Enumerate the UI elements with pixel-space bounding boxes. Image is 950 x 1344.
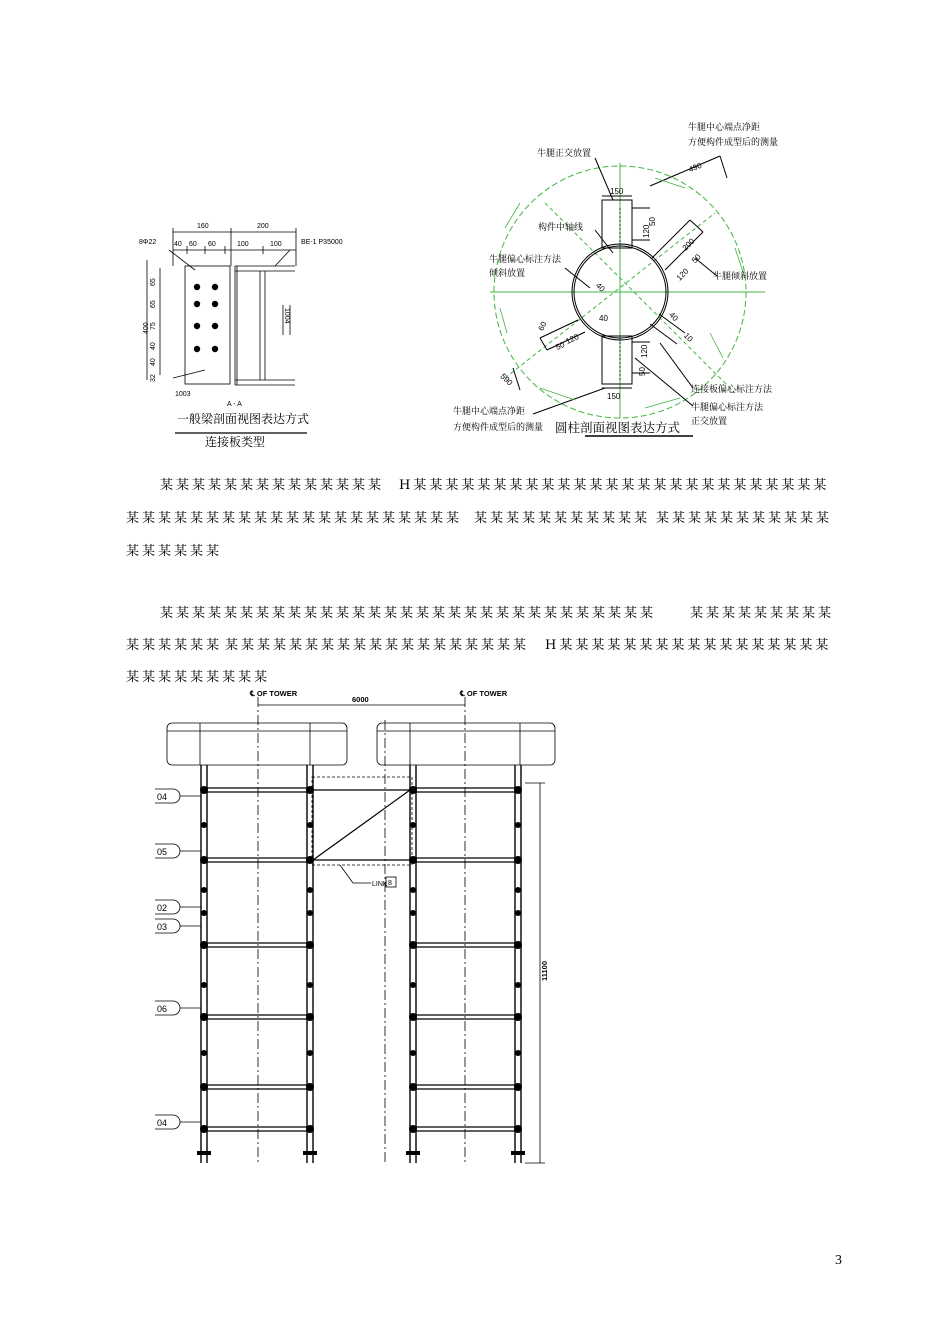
tower-label-right: ℄ OF TOWER (460, 689, 508, 698)
note-bottom-right-1: 牛腿偏心标注方法 (691, 403, 764, 413)
span-dim: 6000 (352, 695, 369, 704)
p1-line2-c: 某某某某某某某某某某某 (656, 511, 833, 526)
col-dim: 200 (680, 236, 697, 253)
col-dim: 590 (498, 371, 515, 388)
note-axis: 构件中轴线 (538, 223, 584, 233)
p1-line3: 某某某某某某 (126, 544, 223, 559)
column-section-figure (445, 118, 780, 450)
p2-line1-a: 某某某某某某某某某某某某某某某某某某某某某某某某某某某某某某某 (160, 606, 657, 621)
dim-left: 65 (150, 278, 157, 286)
note-bottom-left-1: 牛腿中心端点净距 (453, 407, 526, 417)
tower-elevation-figure (155, 685, 555, 1170)
beam-caption-main: 一般梁剖面视图表达方式 (177, 412, 310, 426)
dim-sub: 60 (189, 241, 197, 248)
p1-line1-b: H某某某某某某某某某某某某某某某某某某某某某某某某某某 (399, 478, 830, 493)
member-tag: 04 (157, 792, 168, 802)
dim-left: 40 (150, 358, 157, 366)
note-top-right-2: 方便构件成型后的测量 (688, 138, 779, 148)
member-tag: 02 (157, 903, 168, 913)
member-tag: 06 (157, 1004, 168, 1014)
bolts-label: 8Φ22 (139, 239, 157, 246)
dim-sub: 60 (208, 241, 216, 248)
link-label: LINK (372, 881, 388, 888)
part-tag-bottom: 1003 (175, 391, 191, 398)
tower-label-left: ℄ OF TOWER (250, 689, 298, 698)
dim-left: 40 (150, 342, 157, 350)
col-dim: 120 (674, 266, 691, 283)
dim-total: 400 (143, 322, 150, 334)
col-dim: 40 (599, 314, 608, 323)
column-caption: 圆柱剖面视图表达方式 (555, 420, 681, 435)
col-dim: 50 (648, 217, 657, 226)
col-dim: 120 (640, 344, 649, 358)
col-dim: 490 (687, 160, 704, 175)
col-dim: 10 (681, 331, 695, 344)
dim-200: 200 (257, 223, 269, 230)
col-dim: 40 (667, 310, 680, 324)
p1-line1-a: 某某某某某某某某某某某某某某 (160, 478, 385, 493)
link-num: 8 (388, 880, 392, 887)
member-tag: 03 (157, 922, 168, 932)
p2-line3: 某某某某某某某某某 (126, 670, 271, 685)
p1-line2-b: 某某某某某某某某某某某 (474, 511, 651, 526)
col-dim: 40 (593, 281, 607, 294)
note-bottom-left-2: 方便构件成型后的测量 (453, 423, 544, 433)
p2-line1-b: 某某某某某某某某某 (690, 606, 835, 621)
beam-section-figure (125, 210, 343, 455)
member-tag: 05 (157, 847, 168, 857)
part-tag: 1004 (283, 308, 290, 324)
page-number: 3 (835, 1253, 842, 1268)
dim-left: 75 (150, 322, 157, 330)
col-dim: 50 (554, 340, 567, 352)
col-dim: 60 (536, 320, 549, 333)
dim-sub: 100 (237, 241, 249, 248)
dim-sub: 40 (174, 241, 182, 248)
p2-line2-c: H某某某某某某某某某某某某某某某某某 (545, 638, 832, 653)
note-plate-ecc: 连接板偏心标注方法 (691, 385, 773, 395)
beam-caption-sub: 连接板类型 (205, 435, 266, 449)
note-bottom-right-2: 正交放置 (691, 417, 728, 427)
dim-left: 65 (150, 300, 157, 308)
dim-sub: 100 (270, 241, 282, 248)
p2-line2-a: 某某某某某某 (126, 638, 223, 653)
plate-label: BE-1 P35000 (301, 239, 343, 246)
col-dim: 120 (642, 224, 651, 238)
dim-160: 160 (197, 223, 209, 230)
note-right-side: 牛腿倾斜放置 (713, 272, 768, 282)
col-dim: 50 (638, 367, 647, 376)
dim-left: 32 (150, 374, 157, 382)
p2-line2-b: 某某某某某某某某某某某某某某某某某某某 (225, 638, 530, 653)
p1-line2-a: 某某某某某某某某某某某某某某某某某某某某某 (126, 511, 463, 526)
note-orth-top: 牛腿正交放置 (537, 149, 592, 159)
col-dim: 150 (610, 187, 624, 196)
height-dim: 11100 (540, 960, 549, 981)
note-ecc-left-1: 牛腿偏心标注方法 (489, 255, 562, 265)
note-top-right-1: 牛腿中心端点净距 (688, 123, 761, 133)
section-label: A - A (227, 401, 242, 408)
col-dim: 150 (607, 392, 621, 401)
note-ecc-left-2: 倾斜放置 (489, 269, 526, 279)
col-dim: 120 (564, 332, 581, 346)
col-dim: 50 (690, 252, 703, 266)
member-tag: 04 (157, 1118, 168, 1128)
